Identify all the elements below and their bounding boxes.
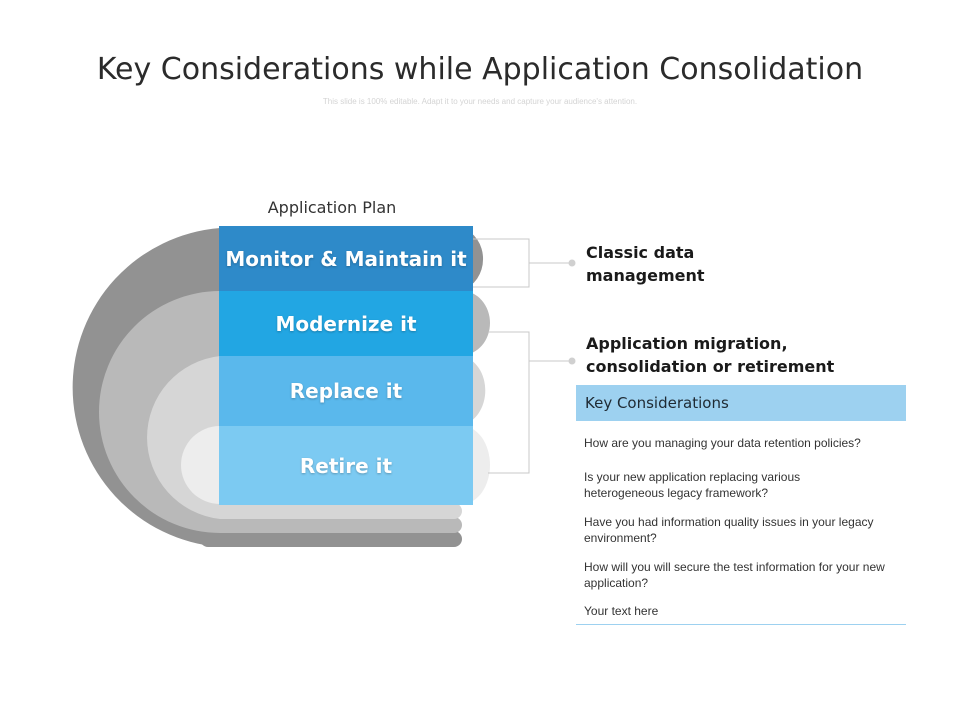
application-plan-label: Application Plan xyxy=(267,198,397,217)
page-subtitle: This slide is 100% editable. Adapt it to your needs and capture your audience's attention. xyxy=(322,97,638,106)
base-strip-light xyxy=(200,503,462,519)
step-label: Monitor & Maintain it xyxy=(225,246,467,271)
key-considerations-list xyxy=(576,421,906,625)
step-modernize xyxy=(219,291,473,356)
connector-dot-bottom xyxy=(569,358,576,365)
step-monitor-maintain xyxy=(219,226,473,291)
step-label: Replace it xyxy=(289,379,403,403)
consideration-item: Your text here xyxy=(584,604,659,618)
step-retire xyxy=(219,426,473,505)
page-title: Key Considerations while Application Consolidation xyxy=(96,52,864,87)
connector-bracket-bottom xyxy=(488,332,529,473)
consideration-item: Is your new application replacing various heterogeneous legacy framework? xyxy=(584,470,801,500)
consideration-item: How are you managing your data retention policies? xyxy=(584,436,861,450)
step-label: Retire it xyxy=(299,453,393,478)
connector-dot-top xyxy=(569,260,576,267)
callout-application-migration: Application migration, consolidation or retirement xyxy=(586,334,835,376)
base-strip-mid xyxy=(200,517,462,533)
step-replace xyxy=(219,356,473,426)
base-strip-dark xyxy=(200,531,462,547)
step-label: Modernize it xyxy=(275,311,417,336)
consideration-item: How will you will secure the test information for your new application? xyxy=(584,560,885,590)
key-considerations-header: Key Considerations xyxy=(576,385,906,421)
consideration-item: Have you had information quality issues in your legacy environment? xyxy=(584,515,874,545)
callout-classic-data: Classic data management xyxy=(586,243,705,285)
